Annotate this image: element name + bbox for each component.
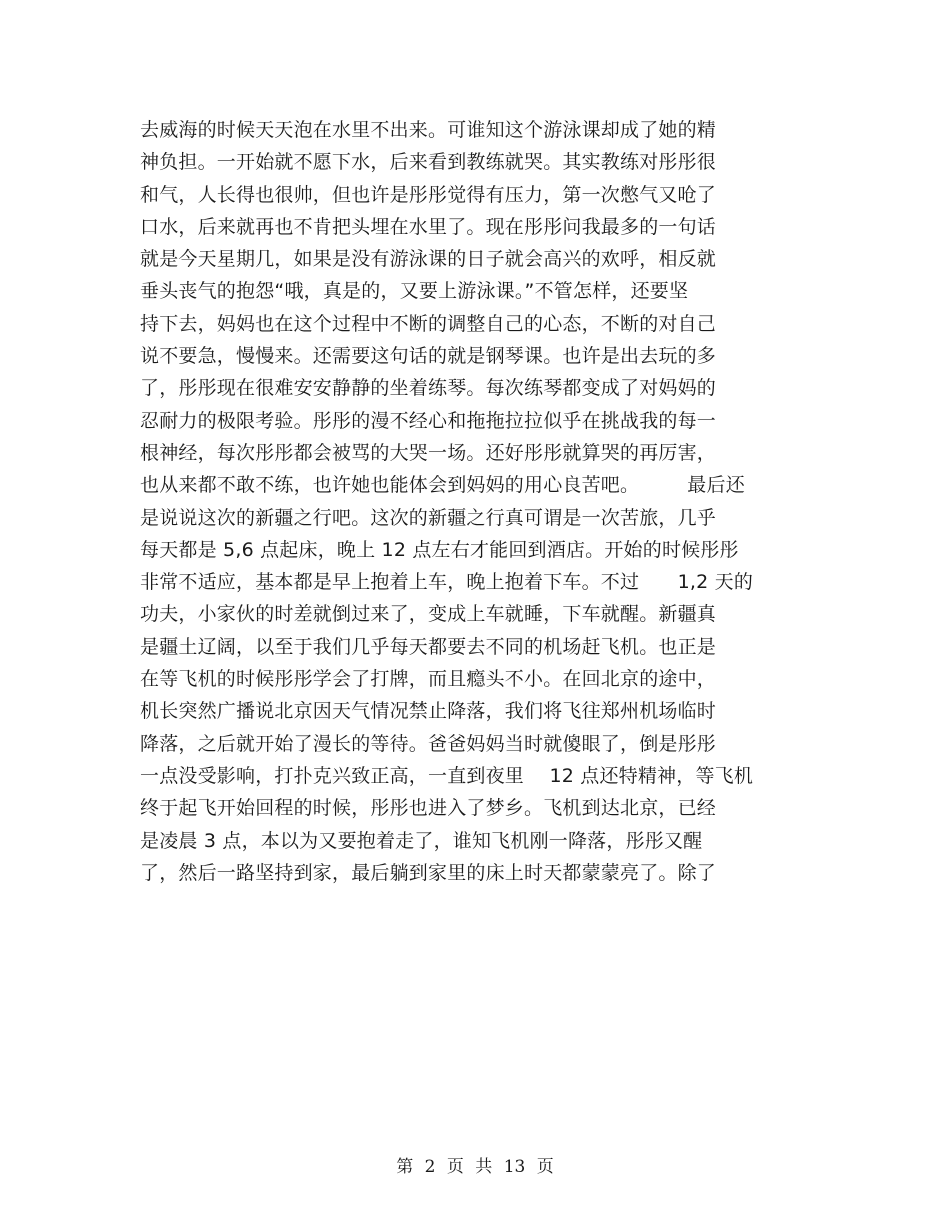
text-line: 是凌晨 3 点，本以为又要抱着走了，谁知飞机刚一降落，彤彤又醒 xyxy=(140,829,703,852)
text-line: 神负担。一开始就不愿下水，后来看到教练就哭。其实教练对彤彤很 xyxy=(140,151,717,174)
text-line: 就是今天星期几，如果是没有游泳课的日子就会高兴的欢呼，相反就 xyxy=(140,248,717,271)
text-line: 也从来都不敢不练，也许她也能体会到妈妈的用心良苦吧。 最后还 xyxy=(140,474,745,497)
page-number-footer: 第 2 页 共 13 页 xyxy=(396,1157,554,1177)
text-line: 去威海的时候天天泡在水里不出来。可谁知这个游泳课却成了她的精 xyxy=(140,119,717,141)
text-line: 每天都是 5,6 点起床，晚上 12 点左右才能回到酒店。开始的时候彤彤 xyxy=(140,538,739,561)
text-line: 了，彤彤现在很难安安静静的坐着练琴。每次练琴都变成了对妈妈的 xyxy=(140,377,717,400)
text-line: 机长突然广播说北京因天气情况禁止降落，我们将飞往郑州机场临时 xyxy=(140,700,717,723)
text-line: 降落，之后就开始了漫长的等待。爸爸妈妈当时就傻眼了，倒是彤彤 xyxy=(140,732,717,755)
text-line: 一点没受影响，打扑克兴致正高，一直到夜里 12 点还特精神，等飞机 xyxy=(140,764,754,787)
text-line: 功夫，小家伙的时差就倒过来了，变成上车就睡，下车就醒。新疆真 xyxy=(140,603,717,626)
text-line: 根神经，每次彤彤都会被骂的大哭一场。还好彤彤就算哭的再厉害， xyxy=(140,441,717,464)
body-text xyxy=(140,114,820,889)
text-line: 是说说这次的新疆之行吧。这次的新疆之行真可谓是一次苦旅，几乎 xyxy=(140,506,717,529)
text-line: 持下去，妈妈也在这个过程中不断的调整自己的心态，不断的对自己 xyxy=(140,312,717,335)
text-line: 口水，后来就再也不肯把头埋在水里了。现在彤彤问我最多的一句话 xyxy=(140,215,717,238)
text-line: 是疆土辽阔，以至于我们几乎每天都要去不同的机场赶飞机。也正是 xyxy=(140,635,717,658)
text-line: 垂头丧气的抱怨“哦，真是的，又要上游泳课。”不管怎样，还要坚 xyxy=(140,280,689,303)
text-line: 说不要急，慢慢来。还需要这句话的就是钢琴课。也许是出去玩的多 xyxy=(140,345,717,368)
text-line: 了，然后一路坚持到家，最后躺到家里的床上时天都蒙蒙亮了。除了 xyxy=(140,861,717,884)
text-line: 终于起飞开始回程的时候，彤彤也进入了梦乡。飞机到达北京，已经 xyxy=(140,797,717,820)
text-line: 和气，人长得也很帅，但也许是彤彤觉得有压力，第一次憋气又呛了 xyxy=(140,183,717,206)
text-line: 非常不适应，基本都是早上抱着上车，晚上抱着下车。不过 1,2 天的 xyxy=(140,571,754,594)
text-line: 忍耐力的极限考验。彤彤的漫不经心和拖拖拉拉似乎在挑战我的每一 xyxy=(140,409,717,432)
text-line: 在等飞机的时候彤彤学会了打牌，而且瘾头不小。在回北京的途中， xyxy=(140,668,717,691)
